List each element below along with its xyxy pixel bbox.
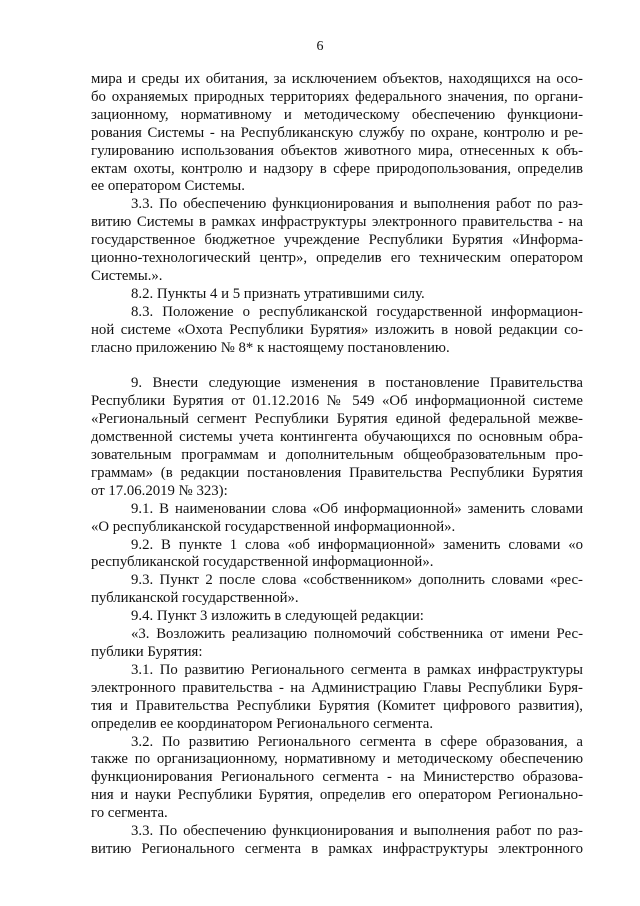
- text-line: 8.2. Пункты 4 и 5 признать утратившими силу.: [131, 285, 425, 302]
- text-line: ния и науки Республики Бурятия, определив его оператором Регионально-: [91, 787, 583, 804]
- text-line: публики Бурятия:: [91, 643, 203, 660]
- text-line: электронного правительства - на Администрацию Главы Республики Буря-: [91, 679, 583, 696]
- text-line: республиканской государственной информационной».: [91, 554, 434, 571]
- page-number: 6: [316, 39, 324, 54]
- text-line: 3.2. По развитию Регионального сегмента в сфере образования, а: [131, 733, 583, 750]
- text-line: домственной системы учета контингента обучающихся по основным обра-: [91, 429, 583, 446]
- text-line: Республики Бурятия от 01.12.2016 № 549 «Об информационной системе: [91, 393, 583, 410]
- text-line: «3. Возложить реализацию полномочий собственника от имени Рес-: [131, 626, 583, 643]
- text-line: рования Системы - на Республиканскую службу по охране, контролю и ре-: [91, 124, 583, 141]
- text-line: 8.3. Положение о республиканской государственной информацион-: [131, 303, 583, 320]
- document-body: [91, 71, 583, 859]
- text-line: 9.4. Пункт 3 изложить в следующей редакции:: [131, 608, 424, 625]
- text-line: граммам» (в редакции постановления Правительства Республики Бурятия: [91, 464, 583, 481]
- text-line: ектам охоты, контролю и надзору в сфере природопользования, определив: [91, 160, 583, 177]
- text-line: витию Регионального сегмента в рамках инфраструктуры электронного: [91, 840, 583, 857]
- text-line: 3.3. По обеспечению функционирования и выполнения работ по раз-: [131, 823, 583, 840]
- text-line: зационному, нормативному и методическому обеспечению функциони-: [91, 106, 583, 123]
- text-line: гласно приложению № 8* к настоящему постановлению.: [91, 339, 450, 356]
- text-line: 9. Внести следующие изменения в постановление Правительства: [131, 375, 583, 392]
- text-line: зовательным программам и дополнительным общеобразовательным про-: [91, 447, 583, 464]
- text-line: витию Системы в рамках инфраструктуры электронного правительства - на: [91, 214, 583, 231]
- text-line: определив ее координатором Регионального сегмента.: [91, 715, 434, 732]
- text-line: Системы.».: [91, 267, 163, 284]
- text-line: ее оператором Системы.: [91, 178, 245, 195]
- text-line: гулированию использования объектов животного мира, отнесенных к объ-: [91, 142, 583, 159]
- text-line: «О республиканской государственной информационной».: [91, 518, 456, 535]
- text-line: 3.1. По развитию Регионального сегмента в рамках инфраструктуры: [131, 661, 583, 678]
- text-line: также по организационному, нормативному и методическому обеспечению: [91, 751, 583, 768]
- text-line: го сегмента.: [91, 805, 168, 822]
- text-line: от 17.06.2019 № 323):: [91, 482, 228, 499]
- text-line: функционирования Регионального сегмента - на Министерство образова-: [91, 769, 583, 786]
- blank-line: [91, 358, 583, 376]
- text-line: ционно-технологический центр», определив его техническим оператором: [91, 250, 583, 267]
- text-line: 9.3. Пункт 2 после слова «собственником» дополнить словами «рес-: [131, 572, 583, 589]
- text-line: тия и Правительства Республики Бурятия (Комитет цифрового развития),: [91, 697, 583, 714]
- text-line: «Региональный сегмент Республики Бурятия единой федеральной межве-: [91, 411, 583, 428]
- text-line: мира и среды их обитания, за исключением объектов, находящихся на осо-: [91, 71, 583, 87]
- text-line: 3.3. По обеспечению функционирования и выполнения работ по раз-: [131, 196, 583, 213]
- text-line: государственное бюджетное учреждение Республики Бурятия «Информа-: [91, 232, 583, 249]
- text-line: 9.1. В наименовании слова «Об информационной» заменить словами: [131, 500, 583, 517]
- text-line: 9.2. В пункте 1 слова «об информационной» заменить словами «о: [131, 536, 583, 553]
- text-line: бо охраняемых природных территориях федерального значения, по органи-: [91, 88, 583, 105]
- text-line: публиканской государственной».: [91, 590, 299, 607]
- text-line: ной системе «Охота Республики Бурятия» изложить в новой редакции со-: [91, 321, 583, 338]
